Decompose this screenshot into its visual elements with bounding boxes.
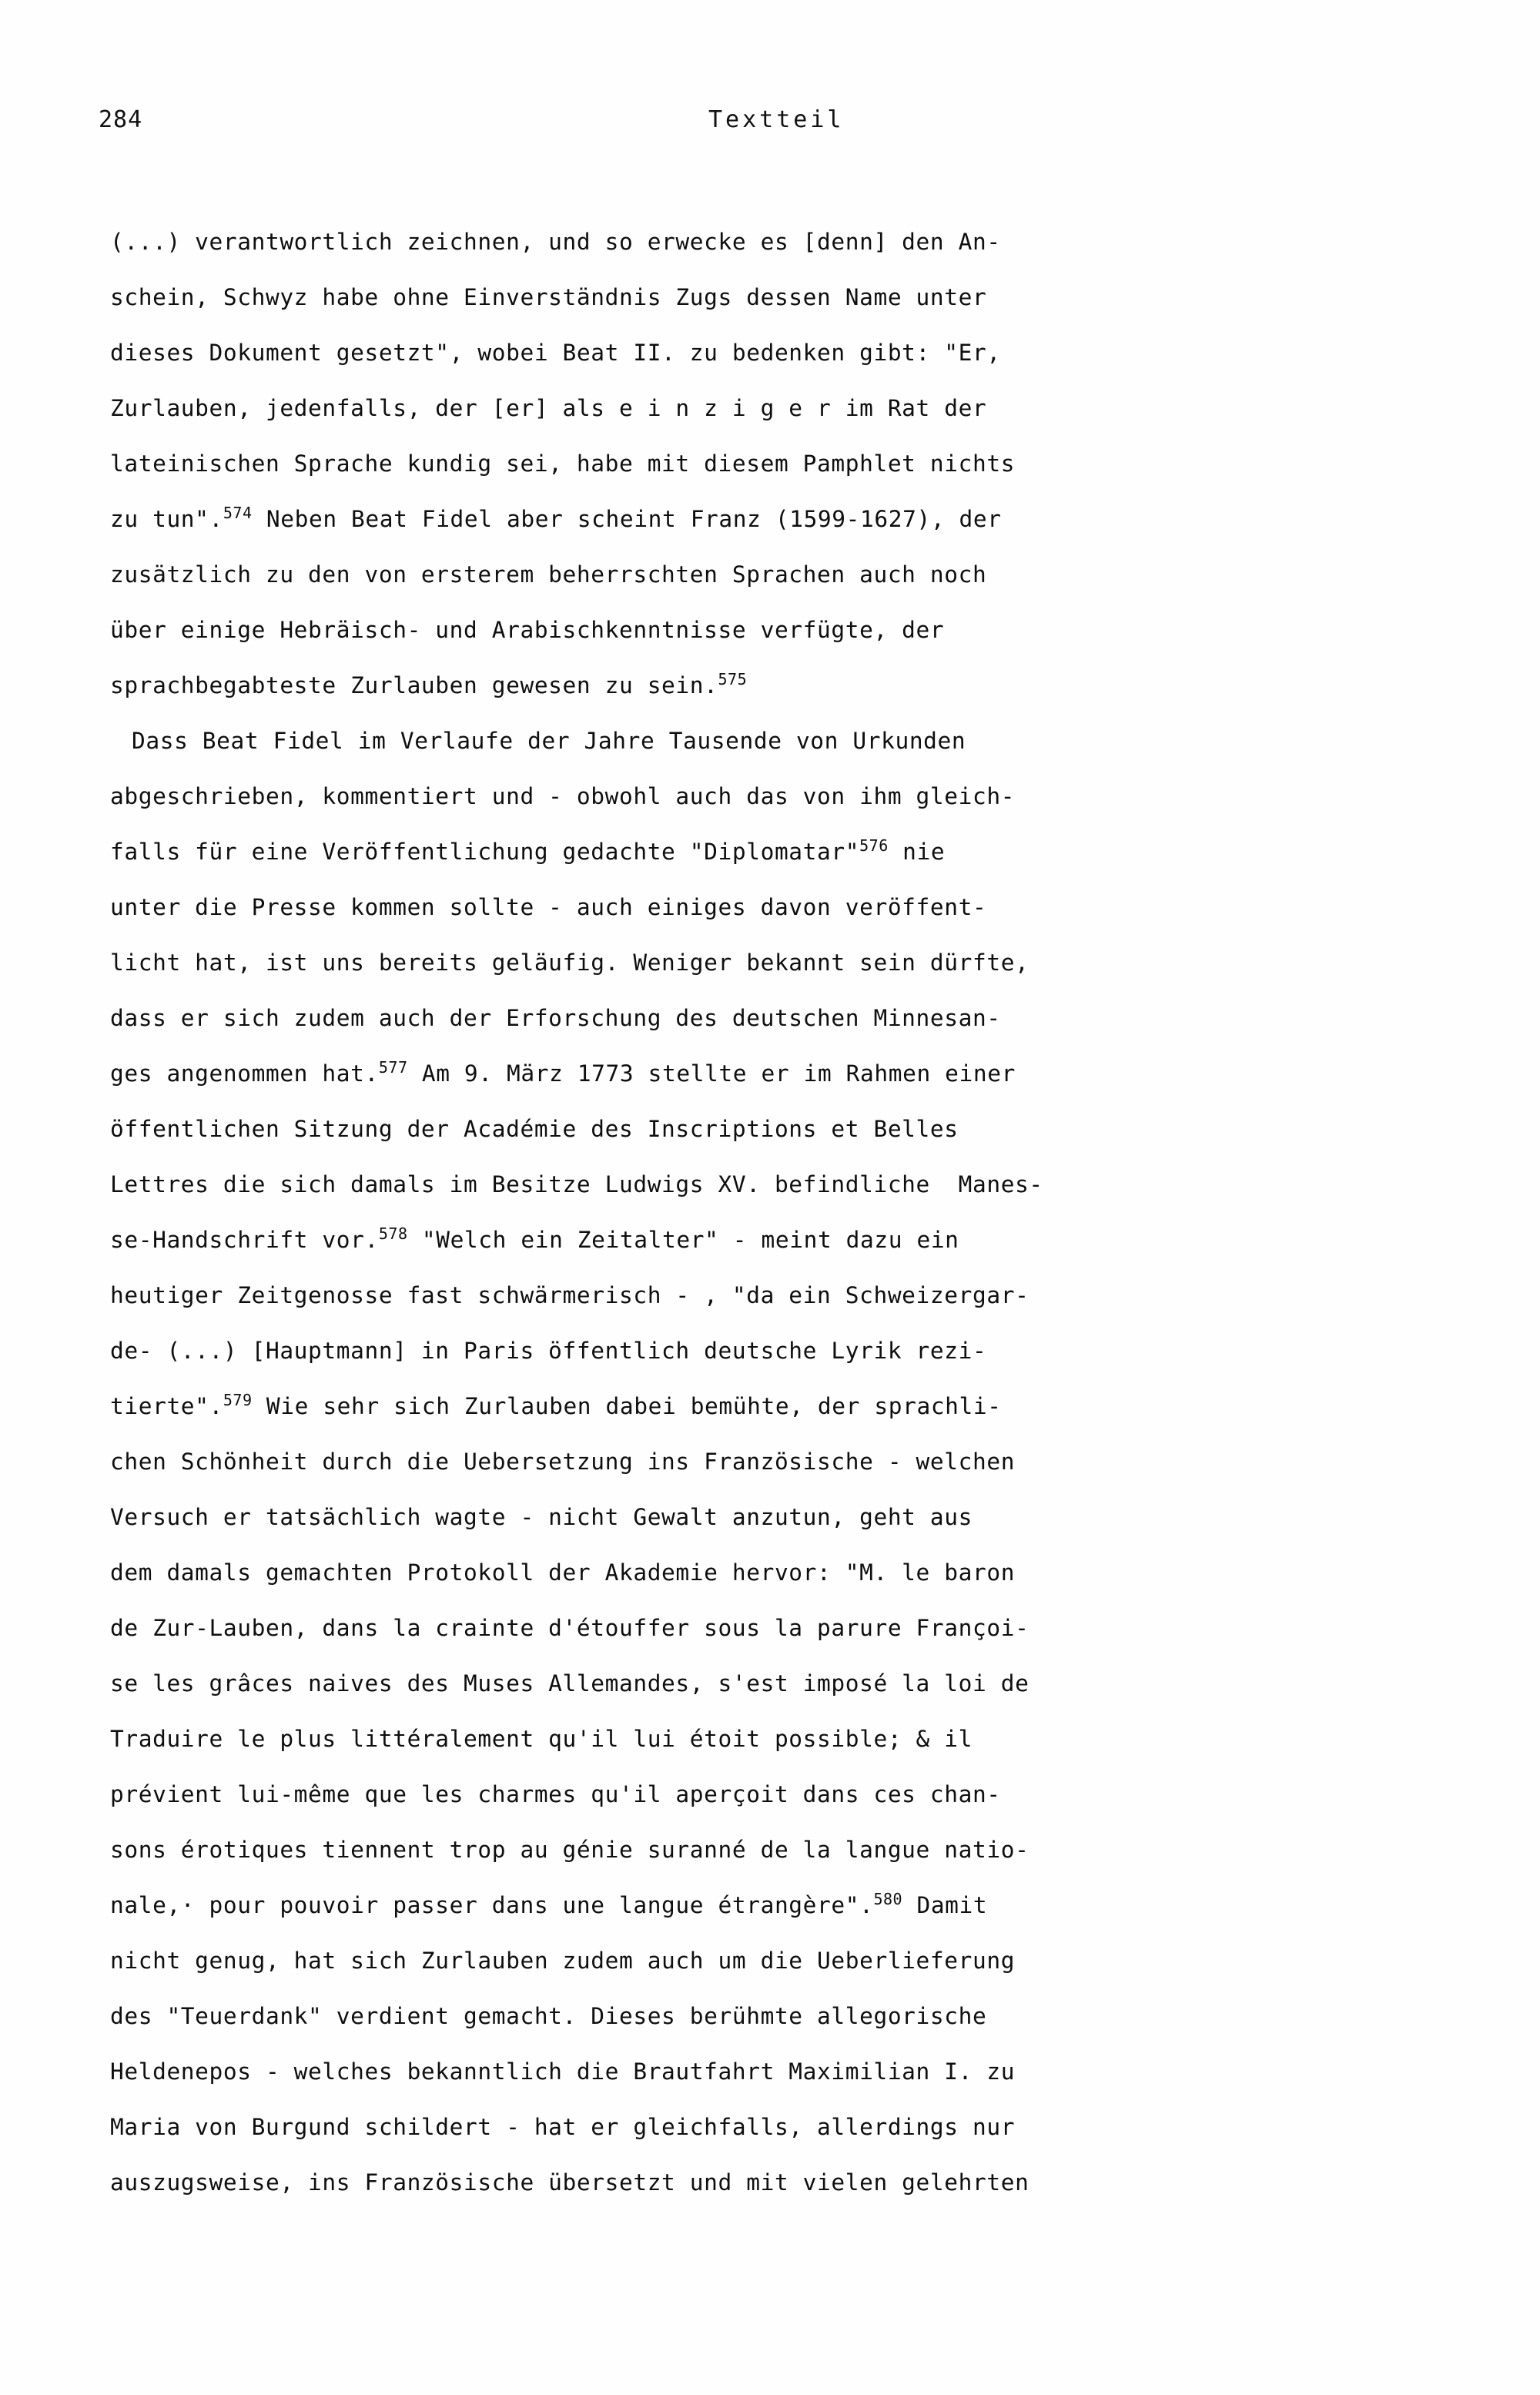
- page-number: 284: [99, 106, 143, 133]
- line-text: Dass Beat Fidel im Verlaufe der Jahre Tausende von Urkunden: [132, 728, 966, 754]
- footnote-marker: 579: [223, 1391, 253, 1410]
- line-text: sons érotiques tiennent trop au génie suranné de la langue natio-: [110, 1837, 1029, 1863]
- text-line: [110, 602, 1465, 658]
- text-line: [110, 1378, 1465, 1434]
- line-text: Lettres die sich damals im Besitze Ludwigs XV. befindliche Manes-: [110, 1171, 1043, 1198]
- line-text: se les grâces naives des Muses Allemandes, s'est imposé la loi de: [110, 1670, 1029, 1697]
- line-text: zu tun".: [110, 506, 223, 532]
- line-text: über einige Hebräisch- und Arabischkenntnisse verfügte, der: [110, 617, 945, 643]
- text-line: [110, 1767, 1465, 1822]
- text-line: [110, 879, 1465, 935]
- footnote-marker: 574: [223, 504, 253, 523]
- line-text: dass er sich zudem auch der Erforschung des deutschen Minnesan-: [110, 1005, 1001, 1031]
- footnote-marker: 577: [378, 1058, 408, 1077]
- line-text: dieses Dokument gesetzt", wobei Beat II. zu bedenken gibt: "Er,: [110, 340, 1001, 366]
- line-text: (...) verantwortlich zeichnen, und so erwecke es [denn] den An-: [110, 229, 1001, 255]
- line-text: zusätzlich zu den von ersterem beherrschten Sprachen auch noch: [110, 561, 987, 588]
- text-line: [110, 1545, 1465, 1600]
- footnote-marker: 575: [718, 670, 748, 689]
- footnote-marker: 576: [859, 836, 889, 856]
- running-head: Textteil: [708, 106, 845, 133]
- text-line: [110, 436, 1465, 491]
- text-line: [110, 325, 1465, 380]
- text-line: [110, 1600, 1465, 1656]
- text-line: [110, 1489, 1465, 1545]
- line-text: prévient lui-même que les charmes qu'il aperçoit dans ces chan-: [110, 1781, 1001, 1807]
- text-line: [110, 935, 1465, 990]
- text-line: [110, 824, 1465, 879]
- text-line: [110, 1877, 1465, 1933]
- line-text: de Zur-Lauben, dans la crainte d'étouffer sous la parure Françoi-: [110, 1615, 1029, 1641]
- line-text: de- (...) [Hauptmann] in Paris öffentlich deutsche Lyrik rezi-: [110, 1338, 987, 1364]
- text-line: [110, 2044, 1465, 2099]
- footnote-marker: 580: [873, 1890, 903, 1909]
- line-text: Maria von Burgund schildert - hat er gleichfalls, allerdings nur: [110, 2114, 1016, 2140]
- line-text-cont: Damit: [902, 1892, 988, 1918]
- text-line: [110, 1988, 1465, 2044]
- line-text: nale,· pour pouvoir passer dans une langue étrangère".: [110, 1892, 874, 1918]
- line-text: licht hat, ist uns bereits geläufig. Weniger bekannt sein dürfte,: [110, 950, 1029, 976]
- line-text: nicht genug, hat sich Zurlauben zudem auch um die Ueberlieferung: [110, 1948, 1016, 1974]
- line-text: des "Teuerdank" verdient gemacht. Dieses berühmte allegorische: [110, 2003, 987, 2029]
- line-text-cont: Am 9. März 1773 stellte er im Rahmen einer: [407, 1060, 1016, 1087]
- line-text: Versuch er tatsächlich wagte - nicht Gewalt anzutun, geht aus: [110, 1504, 973, 1530]
- text-line: [110, 1046, 1465, 1101]
- text-line: [110, 2099, 1465, 2155]
- text-line: [110, 1268, 1465, 1323]
- line-text-cont: nie: [888, 839, 946, 865]
- text-line: [110, 380, 1465, 436]
- line-text: dem damals gemachten Protokoll der Akademie hervor: "M. le baron: [110, 1559, 1016, 1586]
- text-line: [110, 1212, 1465, 1268]
- text-line: [110, 1822, 1465, 1877]
- line-text: Traduire le plus littéralement qu'il lui étoit possible; & il: [110, 1726, 973, 1752]
- text-line: [110, 2155, 1465, 2210]
- line-text: auszugsweise, ins Französische übersetzt und mit vielen gelehrten: [110, 2169, 1029, 2196]
- line-text: unter die Presse kommen sollte - auch einiges davon veröffent-: [110, 894, 987, 920]
- line-text: lateinischen Sprache kundig sei, habe mit diesem Pamphlet nichts: [110, 451, 1016, 477]
- line-text: chen Schönheit durch die Uebersetzung ins Französische - welchen: [110, 1449, 1016, 1475]
- line-text-cont: Neben Beat Fidel aber scheint Franz (1599-1627), der: [252, 506, 1002, 532]
- line-text: öffentlichen Sitzung der Académie des Inscriptions et Belles: [110, 1116, 959, 1142]
- text-line: [110, 270, 1465, 325]
- text-line: [110, 1101, 1465, 1157]
- line-text: Zurlauben, jedenfalls, der [er] als e i n z i g e r im Rat der: [110, 395, 987, 421]
- text-line: [110, 990, 1465, 1046]
- line-text: falls für eine Veröffentlichung gedachte "Diplomatar": [110, 839, 860, 865]
- text-line: [110, 214, 1465, 270]
- line-text: abgeschrieben, kommentiert und - obwohl auch das von ihm gleich-: [110, 783, 1016, 809]
- text-line: [110, 1323, 1465, 1378]
- line-text: ges angenommen hat.: [110, 1060, 379, 1087]
- text-line: [110, 1711, 1465, 1767]
- body-text: [110, 214, 1465, 2210]
- text-line: [110, 658, 1465, 713]
- text-line: [110, 547, 1465, 602]
- text-line: [110, 1157, 1465, 1212]
- text-line: [110, 1933, 1465, 1988]
- text-line: [110, 713, 1465, 769]
- line-text-cont: Wie sehr sich Zurlauben dabei bemühte, der sprachli-: [252, 1393, 1002, 1419]
- line-text: tierte".: [110, 1393, 223, 1419]
- page-header: [0, 106, 1540, 145]
- line-text: schein, Schwyz habe ohne Einverständnis Zugs dessen Name unter: [110, 284, 987, 310]
- text-line: [110, 1434, 1465, 1489]
- text-line: [110, 491, 1465, 547]
- text-line: [110, 769, 1465, 824]
- footnote-marker: 578: [378, 1224, 408, 1244]
- line-text: se-Handschrift vor.: [110, 1227, 379, 1253]
- line-text: heutiger Zeitgenosse fast schwärmerisch - , "da ein Schweizergar-: [110, 1282, 1029, 1308]
- line-text-cont: "Welch ein Zeitalter" - meint dazu ein: [407, 1227, 959, 1253]
- text-line: [110, 1656, 1465, 1711]
- line-text: sprachbegabteste Zurlauben gewesen zu sein.: [110, 672, 718, 698]
- line-text: Heldenepos - welches bekanntlich die Brautfahrt Maximilian I. zu: [110, 2058, 1016, 2085]
